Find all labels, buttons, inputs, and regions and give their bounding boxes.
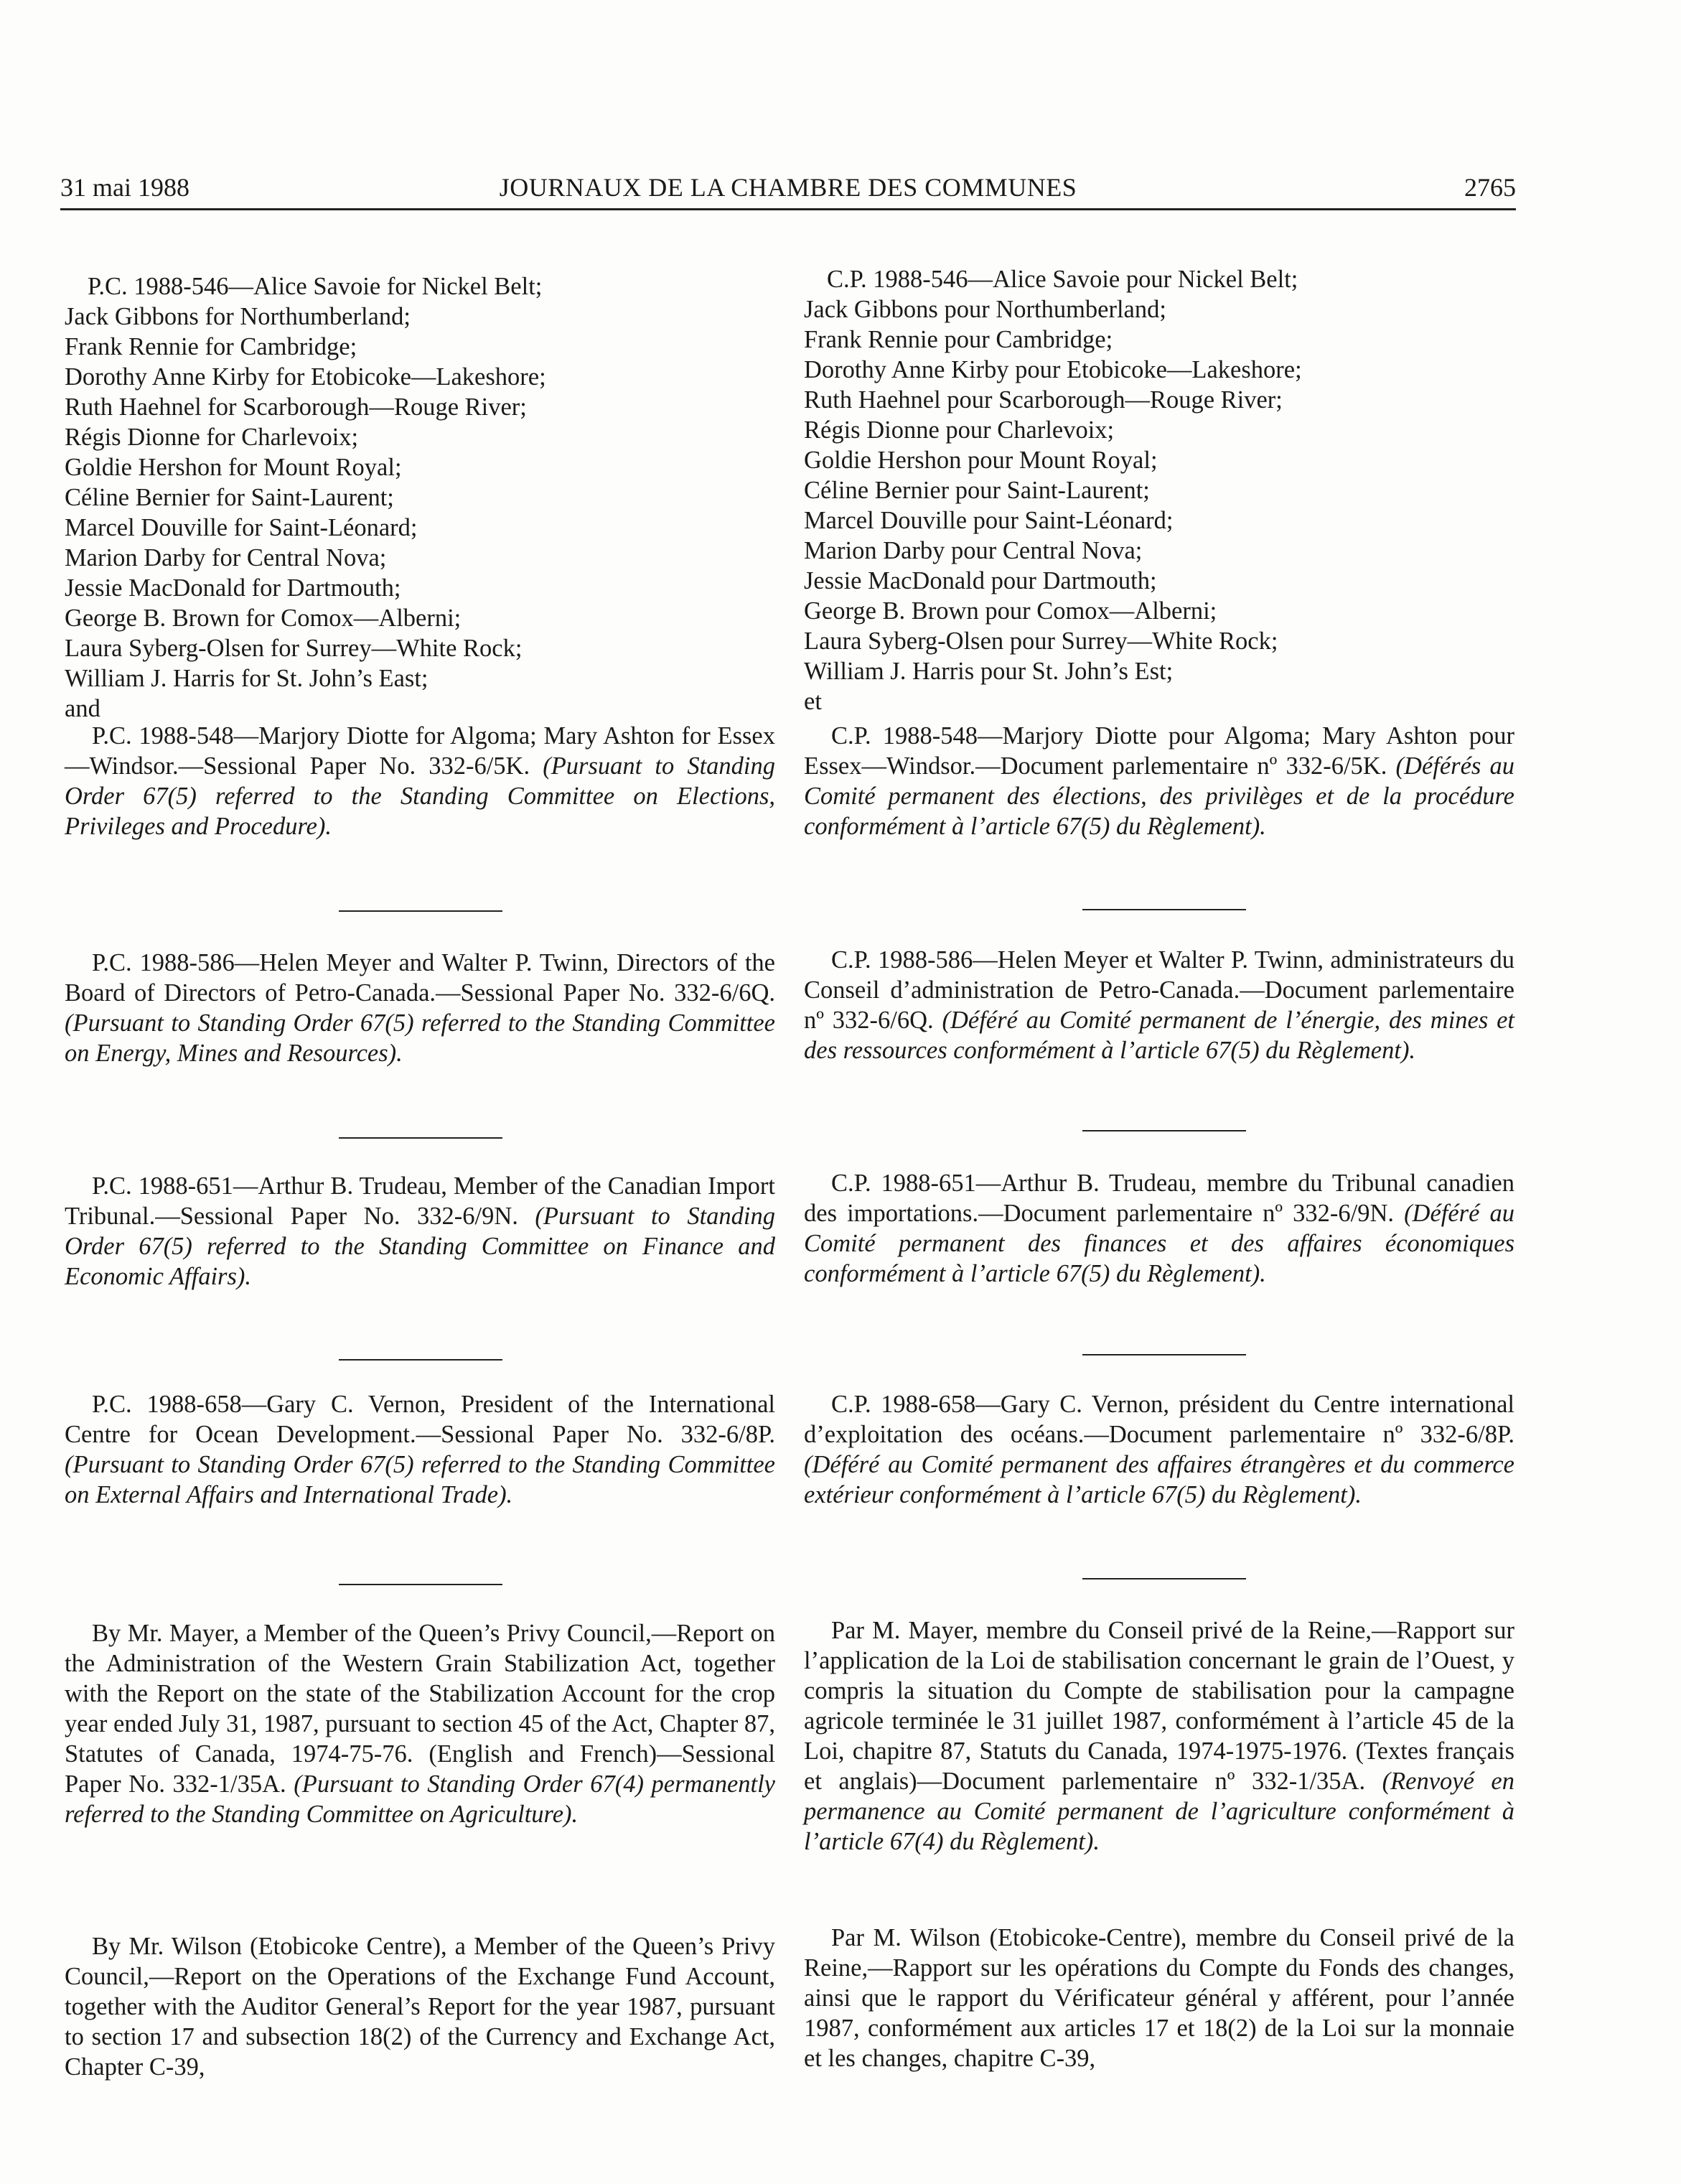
- appointment-line: Céline Bernier pour Saint-Laurent;: [804, 477, 1150, 504]
- appointment-line: et: [804, 688, 822, 715]
- separator-rule: [1082, 1354, 1246, 1355]
- separator-rule: [339, 1584, 502, 1585]
- separator-rule: [339, 1137, 502, 1139]
- appointment-line: C.P. 1988-546—Alice Savoie pour Nickel Belt;: [827, 266, 1298, 293]
- appointment-line: Goldie Hershon for Mount Royal;: [65, 454, 402, 481]
- appointment-line: George B. Brown pour Comox—Alberni;: [804, 597, 1217, 625]
- appointment-line: Marcel Douville pour Saint-Léonard;: [804, 507, 1174, 534]
- appointment-line: Laura Syberg-Olsen for Surrey—White Rock;: [65, 635, 523, 662]
- appointment-line: Frank Rennie for Cambridge;: [65, 333, 357, 360]
- page-number: 2765: [1464, 173, 1516, 202]
- paragraph-mayer-en: By Mr. Mayer, a Member of the Queen’s Privy Council,—Report on the Administration of the Western Grain Stabilization Act, together with the Report on the state of the Stabilization Account for the crop year ended July 31, 1987, pursuant to section 45 of the Act, Chapter 87, Statutes of Canada, 1974-75-76. (English and French)—Sessional Paper No. 332-1/35A. (Pursuant to Standing Order 67(4) permanently referred to the Standing Committee on Agriculture).: [65, 1620, 775, 1828]
- appointment-line: William J. Harris pour St. John’s Est;: [804, 658, 1174, 685]
- paragraph-586-fr: C.P. 1988-586—Helen Meyer et Walter P. Twinn, administrateurs du Conseil d’administration de Petro-Canada.—Document parlementaire nº 332-6/6Q. (Déféré au Comité permanent de l’énergie, des mines et des ressources conformément à l’article 67(5) du Règlement).: [804, 946, 1515, 1064]
- paragraph-548-fr: C.P. 1988-548—Marjory Diotte pour Algoma; Mary Ashton pour Essex—Windsor.—Document parlementaire nº 332-6/5K. (Déférés au Comité permanent des élections, des privilèges et de la procédure conformément à l’article 67(5) du Règlement).: [804, 722, 1515, 840]
- appointment-line: Céline Bernier for Saint-Laurent;: [65, 484, 394, 511]
- paragraph-651-en: P.C. 1988-651—Arthur B. Trudeau, Member of the Canadian Import Tribunal.—Sessional Paper No. 332-6/9N. (Pursuant to Standing Order 67(5) referred to the Standing Committee on Finance and Economic Affairs).: [65, 1172, 776, 1290]
- appointment-line: Jessie MacDonald pour Dartmouth;: [804, 567, 1157, 594]
- separator-rule: [1082, 909, 1246, 910]
- appointment-line: Régis Dionne for Charlevoix;: [65, 424, 359, 451]
- paragraph-wilson-fr: Par M. Wilson (Etobicoke-Centre), membre du Conseil privé de la Reine,—Rapport sur les opérations du Compte du Fonds des changes, ainsi que le rapport du Vérificateur général y afférent, pour l’année 1987, conformément aux articles 17 et 18(2) de la Loi sur la monnaie et les changes, chapitre C-39,: [804, 1924, 1514, 2072]
- appointment-line: and: [65, 695, 100, 722]
- paragraph-mayer-fr: Par M. Mayer, membre du Conseil privé de la Reine,—Rapport sur l’application de la Loi de stabilisation concernant le grain de l’Ouest, y compris la situation du Compte de stabilisation pour la campagne agricole terminée le 31 juillet 1987, conformément à l’article 45 de la Loi, chapitre 87, Statuts du Canada, 1974-1975-1976. (Textes français et anglais)—Document parlementaire nº 332-1/35A. (Renvoyé en permanence au Comité permanent de l’agriculture conformément à l’article 67(4) du Règlement).: [804, 1617, 1514, 1855]
- appointment-line: Marion Darby for Central Nova;: [65, 544, 387, 571]
- appointment-line: Laura Syberg-Olsen pour Surrey—White Rock;: [804, 627, 1278, 655]
- page-header: [60, 167, 1516, 210]
- appointment-line: Jack Gibbons for Northumberland;: [65, 303, 411, 330]
- paragraph-wilson-en: By Mr. Wilson (Etobicoke Centre), a Member of the Queen’s Privy Council,—Report on the Operations of the Exchange Fund Account, together with the Auditor General’s Report for the year 1987, pursuant to section 17 and subsection 18(2) of the Currency and Exchange Act, Chapter C-39,: [65, 1933, 775, 2081]
- appointments-list-en: [65, 271, 775, 724]
- separator-rule: [1082, 1578, 1246, 1579]
- header-title: JOURNAUX DE LA CHAMBRE DES COMMUNES: [499, 173, 1077, 202]
- separator-rule: [339, 910, 502, 912]
- appointment-line: Dorothy Anne Kirby pour Etobicoke—Lakeshore;: [804, 356, 1302, 383]
- appointment-line: William J. Harris for St. John’s East;: [65, 665, 429, 692]
- paragraph-586-en: P.C. 1988-586—Helen Meyer and Walter P. Twinn, Directors of the Board of Directors of Petro-Canada.—Sessional Paper No. 332-6/6Q. (Pursuant to Standing Order 67(5) referred to the Standing Committee on Energy, Mines and Resources).: [65, 949, 775, 1067]
- paragraph-651-fr: C.P. 1988-651—Arthur B. Trudeau, membre du Tribunal canadien des importations.—Document parlementaire nº 332-6/9N. (Déféré au Comité permanent des finances et des affaires économiques conformément à l’article 67(5) du Règlement).: [804, 1170, 1514, 1287]
- appointment-line: Ruth Haehnel pour Scarborough—Rouge River;: [804, 386, 1283, 414]
- appointment-line: Marcel Douville for Saint-Léonard;: [65, 514, 418, 541]
- separator-rule: [1082, 1130, 1246, 1131]
- appointment-line: Jack Gibbons pour Northumberland;: [804, 296, 1166, 323]
- appointment-line: Marion Darby pour Central Nova;: [804, 537, 1143, 564]
- appointment-line: Goldie Hershon pour Mount Royal;: [804, 447, 1158, 474]
- appointment-line: Dorothy Anne Kirby for Etobicoke—Lakeshore;: [65, 363, 546, 391]
- appointments-list-fr: [804, 264, 1514, 717]
- appointment-line: Régis Dionne pour Charlevoix;: [804, 416, 1115, 444]
- header-date: 31 mai 1988: [60, 173, 189, 202]
- paragraph-658-fr: C.P. 1988-658—Gary C. Vernon, président du Centre international d’exploitation des océans.—Document parlementaire nº 332-6/8P. (Déféré au Comité permanent des affaires étrangères et du commerce extérieur conformément à l’article 67(5) du Règlement).: [804, 1391, 1514, 1508]
- separator-rule: [339, 1359, 502, 1361]
- appointment-line: Frank Rennie pour Cambridge;: [804, 326, 1113, 353]
- paragraph-658-en: P.C. 1988-658—Gary C. Vernon, President of the International Centre for Ocean Development.—Sessional Paper No. 332-6/8P. (Pursuant to Standing Order 67(5) referred to the Standing Committee on External Affairs and International Trade).: [65, 1391, 775, 1508]
- appointment-line: Ruth Haehnel for Scarborough—Rouge River;: [65, 393, 527, 421]
- appointment-line: George B. Brown for Comox—Alberni;: [65, 605, 462, 632]
- paragraph-548-en: P.C. 1988-548—Marjory Diotte for Algoma; Mary Ashton for Essex—Windsor.—Sessional Paper No. 332-6/5K. (Pursuant to Standing Order 67(5) referred to the Standing Committee on Elections, Privileges and Procedure).: [65, 722, 776, 840]
- appointment-line: P.C. 1988-546—Alice Savoie for Nickel Belt;: [88, 273, 543, 300]
- appointment-line: Jessie MacDonald for Dartmouth;: [65, 574, 401, 602]
